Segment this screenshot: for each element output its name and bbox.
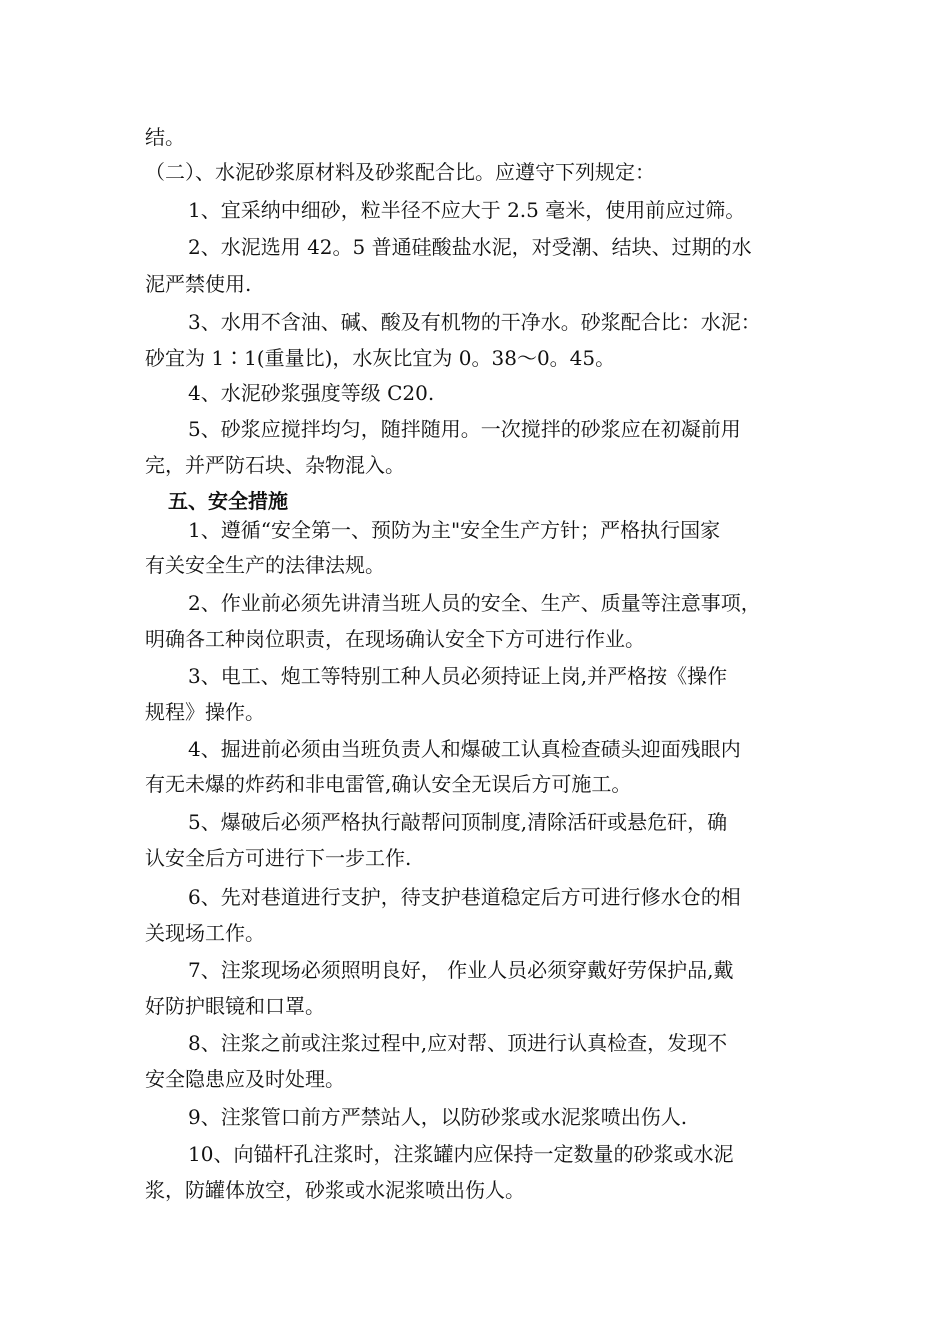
- text-line: 有关安全生产的法律法规。: [145, 553, 385, 577]
- text-line: 7、注浆现场必须照明良好， 作业人员必须穿戴好劳保护品,戴: [188, 958, 734, 982]
- text-line: 砂宜为 1∶1(重量比)，水灰比宜为 0。38～0。45。: [145, 346, 616, 370]
- text-line: 完，并严防石块、杂物混入。: [145, 453, 405, 477]
- text-line: 好防护眼镜和口罩。: [145, 994, 325, 1018]
- text-line: 10、向锚杆孔注浆时，注浆罐内应保持一定数量的砂浆或水泥: [188, 1142, 734, 1166]
- text-line: 规程》操作。: [145, 700, 265, 724]
- text-line: 认安全后方可进行下一步工作.: [145, 846, 412, 870]
- text-line: 2、作业前必须先讲清当班人员的安全、生产、质量等注意事项，: [188, 591, 761, 615]
- text-line: 2、水泥选用 42。5 普通硅酸盐水泥，对受潮、结块、过期的水: [188, 235, 752, 259]
- section-heading: 五、安全措施: [168, 489, 288, 513]
- text-line: 3、电工、炮工等特别工种人员必须持证上岗,并严格按《操作: [188, 664, 728, 688]
- text-line: 6、先对巷道进行支护，待支护巷道稳定后方可进行修水仓的相: [188, 885, 741, 909]
- text-line: 8、注浆之前或注浆过程中,应对帮、顶进行认真检查，发现不: [188, 1031, 728, 1055]
- text-line: 结。: [145, 125, 185, 149]
- text-line: 关现场工作。: [145, 921, 265, 945]
- text-line: 1、宜采纳中细砂，粒半径不应大于 2.5 毫米，使用前应过筛。: [188, 198, 746, 222]
- text-line: 3、水用不含油、碱、酸及有机物的干净水。砂浆配合比：水泥：: [188, 310, 761, 334]
- text-line: 5、爆破后必须严格执行敲帮问顶制度,清除活矸或悬危矸，确: [188, 810, 728, 834]
- text-line: 有无未爆的炸药和非电雷管,确认安全无误后方可施工。: [145, 772, 632, 796]
- text-line: 浆，防罐体放空，砂浆或水泥浆喷出伤人。: [145, 1178, 525, 1202]
- text-line: 泥严禁使用.: [145, 272, 252, 296]
- text-line: 5、砂浆应搅拌均匀，随拌随用。一次搅拌的砂浆应在初凝前用: [188, 417, 741, 441]
- text-line: 1、遵循“安全第一、预防为主"安全生产方针；严格执行国家: [188, 518, 721, 542]
- text-line: 4、掘进前必须由当班负责人和爆破工认真检查碛头迎面残眼内: [188, 737, 741, 761]
- text-line: 4、水泥砂浆强度等级 C20.: [188, 381, 435, 405]
- text-line: 明确各工种岗位职责，在现场确认安全下方可进行作业。: [145, 627, 645, 651]
- text-line: 9、注浆管口前方严禁站人，以防砂浆或水泥浆喷出伤人.: [188, 1105, 688, 1129]
- text-line: 安全隐患应及时处理。: [145, 1067, 345, 1091]
- section-subheading: （二）、水泥砂浆原材料及砂浆配合比。应遵守下列规定：: [145, 160, 655, 184]
